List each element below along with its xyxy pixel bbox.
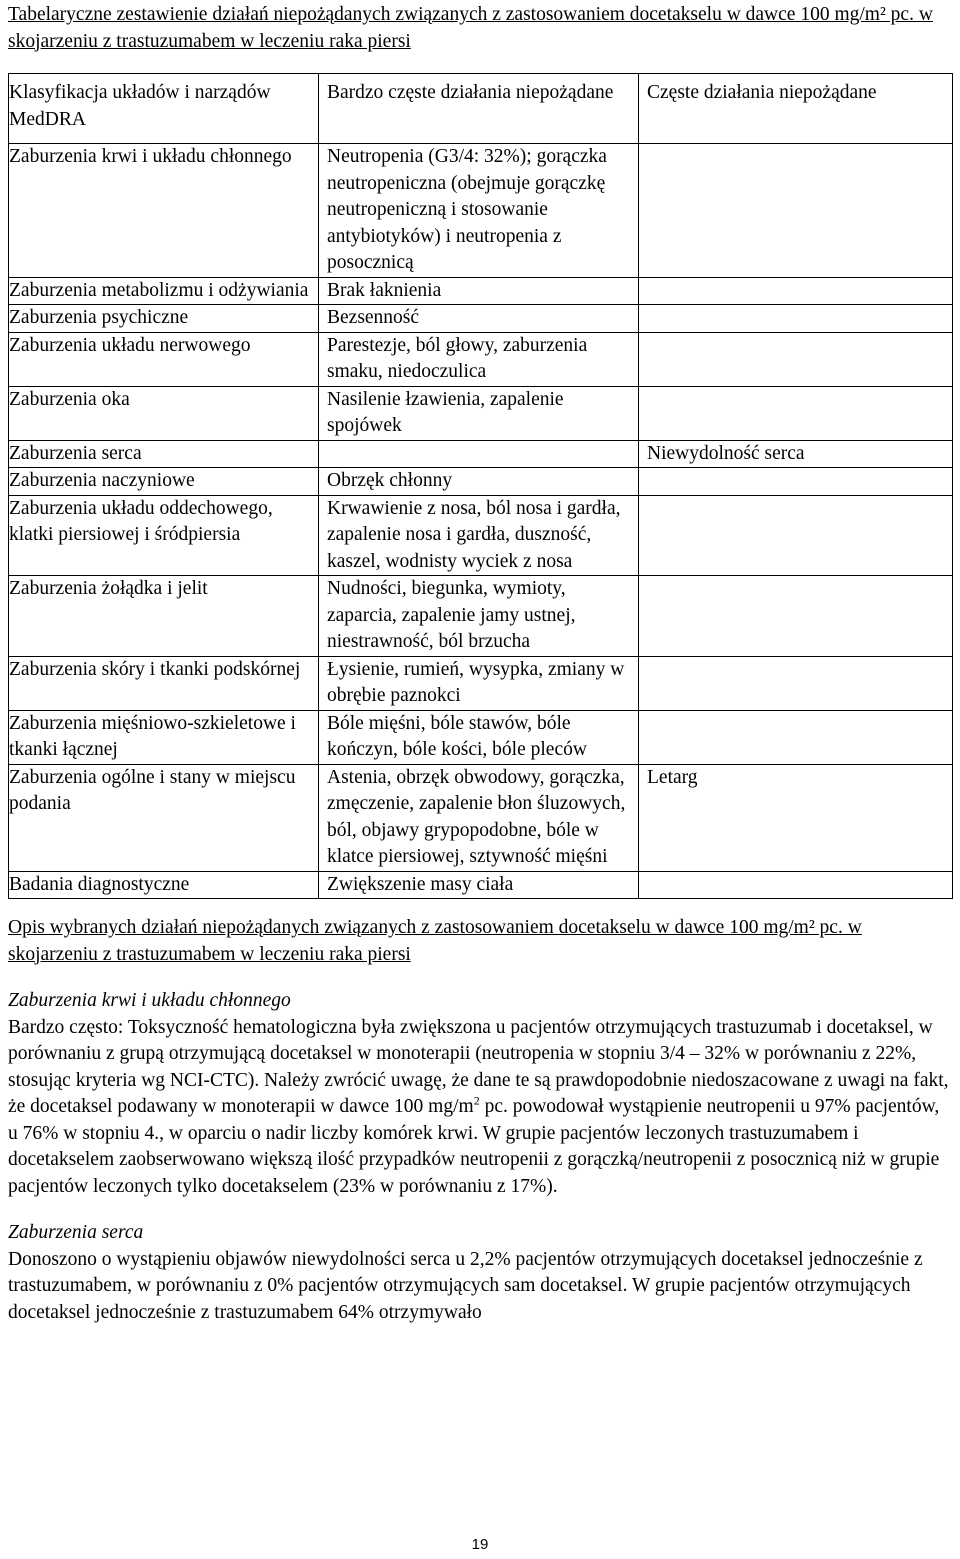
- cell-soc: Zaburzenia serca: [9, 440, 319, 468]
- cell-soc: Zaburzenia skóry i tkanki podskórnej: [9, 656, 319, 710]
- cell-very-common: Zwiększenie masy ciała: [319, 871, 639, 899]
- section-blood: [8, 988, 952, 1200]
- description-title: Opis wybranych działań niepożądanych związanych z zastosowaniem docetakselu w dawce 100 mg/m² pc. w skojarzeniu z trastuzumabem w leczeniu raka piersi: [8, 917, 862, 965]
- cell-soc: Zaburzenia układu nerwowego: [9, 332, 319, 386]
- table-row: [9, 871, 953, 899]
- cell-soc: Zaburzenia oka: [9, 386, 319, 440]
- cell-common: [639, 305, 953, 333]
- cell-very-common: Bezsenność: [319, 305, 639, 333]
- cell-soc: Zaburzenia metabolizmu i odżywiania: [9, 277, 319, 305]
- cell-common: [639, 386, 953, 440]
- cell-very-common: Parestezje, ból głowy, zaburzenia smaku, niedoczulica: [319, 332, 639, 386]
- cell-soc: Zaburzenia ogólne i stany w miejscu podania: [9, 764, 319, 871]
- cell-very-common: Astenia, obrzęk obwodowy, gorączka, zmęczenie, zapalenie błon śluzowych, ból, objawy grypopodobne, bóle w klatce piersiowej, sztywność mięśni: [319, 764, 639, 871]
- cell-common: [639, 656, 953, 710]
- section-text: Donoszono o wystąpieniu objawów niewydolności serca u 2,2% pacjentów otrzymujących docetaksel jednocześnie z trastuzumabem, w porównaniu z 0% pacjentów otrzymujących sam docetaksel. W grupie pacjentów otrzymujących docetaksel jednocześnie z trastuzumabem 64% otrzymywało: [8, 1248, 923, 1323]
- table-row: [9, 495, 953, 576]
- cell-common: [639, 468, 953, 496]
- table-row: [9, 468, 953, 496]
- table-row: [9, 305, 953, 333]
- table-title: Tabelaryczne zestawienie działań niepożądanych związanych z zastosowaniem docetakselu w dawce 100 mg/m² pc. w skojarzeniu z trastuzumabem w leczeniu raka piersi: [8, 4, 933, 52]
- table-row: [9, 277, 953, 305]
- section-heading: Zaburzenia krwi i układu chłonnego: [8, 990, 291, 1011]
- cell-common: [639, 871, 953, 899]
- cell-common: Niewydolność serca: [639, 440, 953, 468]
- table-body: [9, 144, 953, 899]
- cell-very-common: [319, 440, 639, 468]
- cell-soc: Zaburzenia krwi i układu chłonnego: [9, 144, 319, 278]
- table-row: [9, 764, 953, 871]
- cell-very-common: Obrzęk chłonny: [319, 468, 639, 496]
- section-cardiac: [8, 1220, 952, 1326]
- cell-common: [639, 576, 953, 657]
- cell-common: [639, 144, 953, 278]
- cell-very-common: Krwawienie z nosa, ból nosa i gardła, zapalenie nosa i gardła, duszność, kaszel, wodnisty wyciek z nosa: [319, 495, 639, 576]
- table-row: [9, 656, 953, 710]
- section-heading: Zaburzenia serca: [8, 1222, 144, 1243]
- page-number: 19: [471, 1536, 489, 1553]
- section-text: Bardzo często: Toksyczność hematologiczna była zwiększona u pacjentów otrzymujących trastuzumab i docetaksel, w porównaniu z grupą otrzymującą docetaksel w monoterapii (neutropenia w stopniu 3/4 – 32% w porównaniu z 22%, stosując kryteria wg NCI-CTC). Należy zwrócić uwagę, że dane te są prawdopodobnie niedoszacowane z uwagi na fakt, że docetaksel podawany w monoterapii w dawce 100 $mg/m^2$ pc. powodował wystąpienie neutropenii u 97% pacjentów, u 76% w stopniu 4., w oparciu o nadir liczby komórek krwi. W grupie pacjentów leczonych trastuzumabem i docetakselem zaobserwowano większą ilość przypadków neutropenii z gorączką/neutropenii z posocznicą niż w grupie pacjentów leczonych tylko docetakselem (23% w porównaniu z 17%).: [8, 1016, 949, 1197]
- cell-common: Letarg: [639, 764, 953, 871]
- cell-very-common: Nasilenie łzawienia, zapalenie spojówek: [319, 386, 639, 440]
- document-page: [8, 0, 952, 1326]
- cell-very-common: Łysienie, rumień, wysypka, zmiany w obrębie paznokci: [319, 656, 639, 710]
- table-row: [9, 386, 953, 440]
- header-very-common: Bardzo częste działania niepożądane: [319, 74, 639, 144]
- table-row: [9, 144, 953, 278]
- cell-common: [639, 710, 953, 764]
- cell-soc: Zaburzenia układu oddechowego, klatki piersiowej i śródpiersia: [9, 495, 319, 576]
- cell-very-common: Nudności, biegunka, wymioty, zaparcia, zapalenie jamy ustnej, niestrawność, ból brzucha: [319, 576, 639, 657]
- cell-soc: Badania diagnostyczne: [9, 871, 319, 899]
- cell-very-common: Neutropenia (G3/4: 32%); gorączka neutropeniczna (obejmuje gorączkę neutropeniczną i stosowanie antybiotyków) i neutropenia z posocznicą: [319, 144, 639, 278]
- cell-very-common: Brak łaknienia: [319, 277, 639, 305]
- cell-soc: Zaburzenia naczyniowe: [9, 468, 319, 496]
- cell-common: [639, 277, 953, 305]
- adverse-reactions-table: [8, 73, 953, 899]
- table-row: [9, 576, 953, 657]
- table-row: [9, 710, 953, 764]
- cell-soc: Zaburzenia mięśniowo-szkieletowe i tkanki łącznej: [9, 710, 319, 764]
- header-common: Częste działania niepożądane: [639, 74, 953, 144]
- cell-common: [639, 495, 953, 576]
- table-header-row: [9, 74, 953, 144]
- table-row: [9, 332, 953, 386]
- cell-very-common: Bóle mięśni, bóle stawów, bóle kończyn, bóle kości, bóle pleców: [319, 710, 639, 764]
- cell-common: [639, 332, 953, 386]
- cell-soc: Zaburzenia żołądka i jelit: [9, 576, 319, 657]
- table-row: [9, 440, 953, 468]
- cell-soc: Zaburzenia psychiczne: [9, 305, 319, 333]
- header-soc: Klasyfikacja układów i narządów MedDRA: [9, 74, 319, 144]
